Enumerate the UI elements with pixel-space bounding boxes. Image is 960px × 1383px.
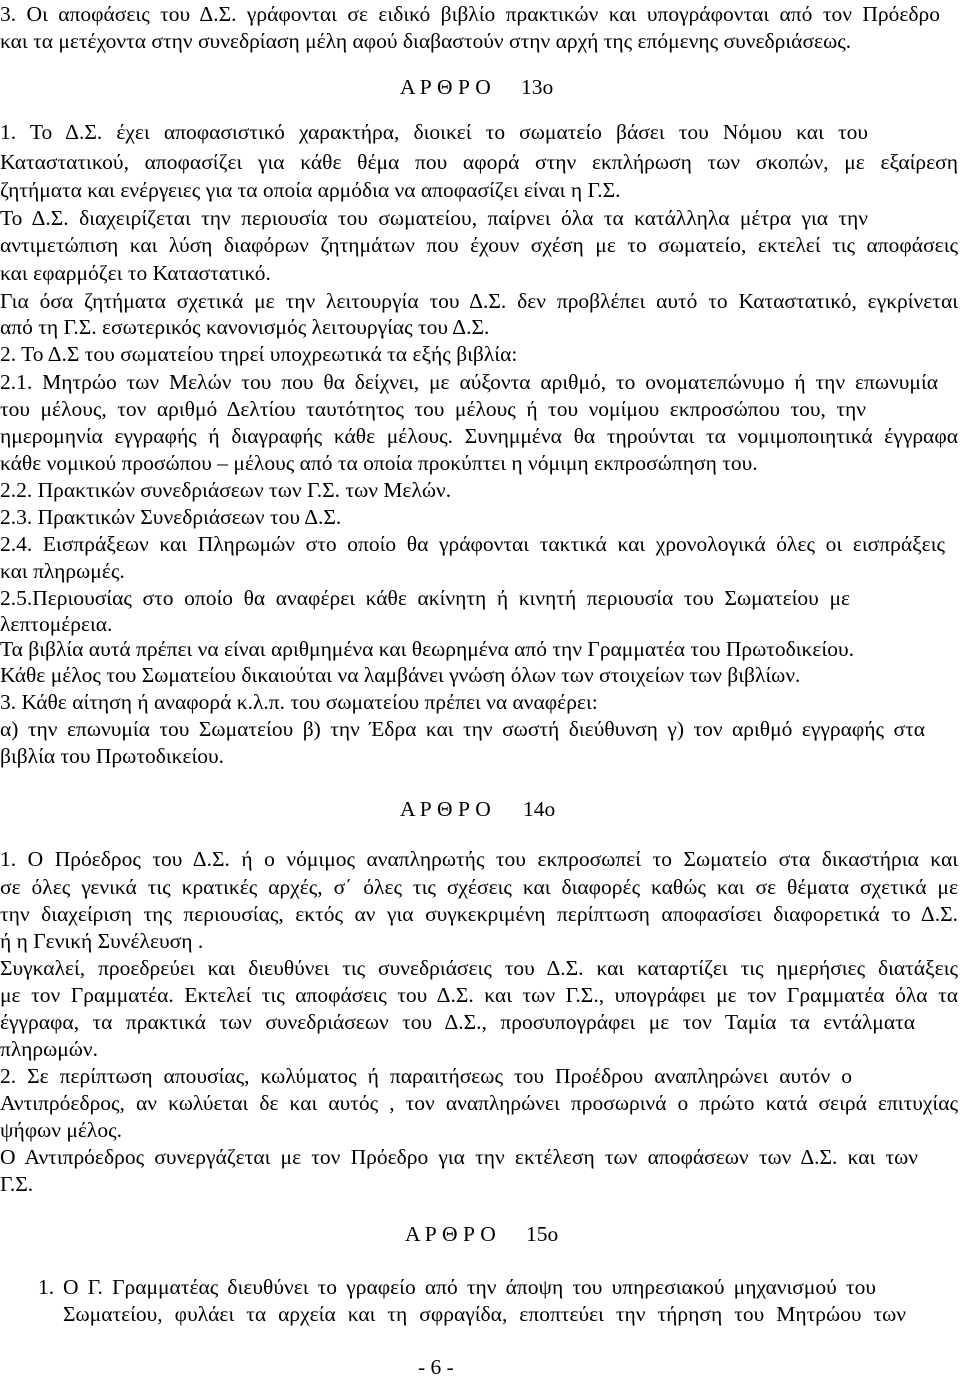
text-line: Συγκαλεί, προεδρεύει και διευθύνει τις συνεδριάσεις του Δ.Σ. και καταρτίζει τις ημερήσιες διατάξεις xyxy=(0,956,958,980)
article-heading-label: Α Ρ Θ Ρ Ο xyxy=(400,797,491,821)
text-line: Σωματείου, φυλάει τα αρχεία και τη σφραγίδα, εποπτεύει την τήρηση του Μητρώου των xyxy=(63,1302,906,1326)
article-heading-label: Α Ρ Θ Ρ Ο xyxy=(405,1222,496,1246)
text-line: αντιμετώπιση και λύση διαφόρων ζητημάτων που έχουν σχέση με το σωματείο, εκτελεί τις αποφάσεις xyxy=(0,233,958,257)
page-number: - 6 - xyxy=(418,1355,454,1379)
text-line: 2.5.Περιουσίας στο οποίο θα αναφέρει κάθε ακίνητη ή κινητή περιουσία του Σωματείου με xyxy=(0,586,850,610)
text-line: του μέλους, τον αριθμό Δελτίου ταυτότητος του μέλους ή του νομίμου εκπροσώπου του, την xyxy=(0,397,866,421)
text-line: Για όσα ζητήματα σχετικά με την λειτουργία του Δ.Σ. δεν προβλέπει αυτό το Καταστατικό, εγκρίνεται xyxy=(0,289,958,313)
text-line: Το Δ.Σ. διαχειρίζεται την περιουσία του σωματείου, παίρνει όλα τα κατάλληλα μέτρα για την xyxy=(0,206,868,230)
text-line: κάθε νομικού προσώπου – μέλους από τα οποία προκύπτει η νόμιμη εκπροσώπηση του. xyxy=(0,451,758,475)
article-number: 15ο xyxy=(526,1222,559,1246)
text-line: από τη Γ.Σ. εσωτερικός κανονισμός λειτουργίας του Δ.Σ. xyxy=(0,315,490,339)
text-line: και εφαρμόζει το Καταστατικό. xyxy=(0,261,271,285)
text-line: Αντιπρόεδρος, αν κωλύεται δε και αυτός , τον αναπληρώνει προσωρινά ο πρώτο κατά σειρά επιτυχίας xyxy=(0,1091,958,1115)
text-line: με τον Γραμματέα. Εκτελεί τις αποφάσεις του Δ.Σ. και των Γ.Σ., υπογράφει με τον Γραμματέα όλα τα xyxy=(0,983,958,1007)
text-line: ζητήματα και ενέργειες για τα οποία αρμόδια να αποφασίζει είναι η Γ.Σ. xyxy=(0,178,621,202)
text-line: έγγραφα, τα πρακτικά των συνεδριάσεων του Δ.Σ., προσυπογράφει με τον Ταμία τα εντάλματα xyxy=(0,1010,915,1034)
list-item-number: 1. xyxy=(38,1275,55,1299)
text-line: 2.1. Μητρώο των Μελών του που θα δείχνει, με αύξοντα αριθμό, το ονοματεπώνυμο ή την επωνυμία xyxy=(0,370,938,394)
text-line: και τα μετέχοντα στην συνεδρίαση μέλη αφού διαβαστούν στην αρχή της επόμενης συνεδριάσεως. xyxy=(0,29,852,53)
text-line: 1. Ο Πρόεδρος του Δ.Σ. ή ο νόμιμος αναπληρωτής του εκπροσωπεί το Σωματείο στα δικαστήρια και xyxy=(0,847,958,871)
text-line: ημερομηνία εγγραφής ή διαγραφής κάθε μέλους. Συνημμένα θα τηρούνται τα νομιμοποιητικά έγγραφα xyxy=(0,424,958,448)
text-line: λεπτομέρεια. xyxy=(0,612,113,636)
text-line: Ο Γ. Γραμματέας διευθύνει το γραφείο από την άποψη του υπηρεσιακού μηχανισμού του xyxy=(63,1275,876,1299)
text-line: 2.4. Εισπράξεων και Πληρωμών στο οποίο θα γράφονται τακτικά και χρονολογικά όλες οι εισπράξεις xyxy=(0,532,945,556)
text-line: Καταστατικού, αποφασίζει για κάθε θέμα που αφορά στην εκπλήρωση των σκοπών, με εξαίρεση xyxy=(0,150,958,174)
text-line: βιβλία του Πρωτοδικείου. xyxy=(0,744,225,768)
text-line: ψήφων μέλος. xyxy=(0,1118,122,1142)
text-line: πληρωμών. xyxy=(0,1037,98,1061)
text-line: 1. Το Δ.Σ. έχει αποφασιστικό χαρακτήρα, διοικεί το σωματείο βάσει του Νόμου και του xyxy=(0,120,868,144)
text-line: την διαχείριση της περιουσίας, εκτός αν για συγκεκριμένη περίπτωση αποφασίσει διαφορετικά το Δ.Σ. xyxy=(0,902,958,926)
text-line: Κάθε μέλος του Σωματείου δικαιούται να λαμβάνει γνώση όλων των στοιχείων των βιβλίων. xyxy=(0,663,801,687)
text-line: σε όλες γενικά τις κρατικές αρχές, σ΄ όλες τις σχέσεις και διαφορές καθώς και σε θέματα σχετικά με xyxy=(0,875,958,899)
text-line: 2.2. Πρακτικών συνεδριάσεων των Γ.Σ. των Μελών. xyxy=(0,478,452,502)
text-line: και πληρωμές. xyxy=(0,559,125,583)
text-line: Ο Αντιπρόεδρος συνεργάζεται με τον Πρόεδρο για την εκτέλεση των αποφάσεων των Δ.Σ. και των xyxy=(0,1145,918,1169)
article-number: 13ο xyxy=(521,75,554,99)
article-number: 14ο xyxy=(523,797,556,821)
text-line: 2.3. Πρακτικών Συνεδριάσεων του Δ.Σ. xyxy=(0,505,342,529)
text-line: 2. Το Δ.Σ του σωματείου τηρεί υποχρεωτικά τα εξής βιβλία: xyxy=(0,342,518,366)
article-heading-label: Α Ρ Θ Ρ Ο xyxy=(400,75,491,99)
text-line: α) την επωνυμία του Σωματείου β) την Έδρα και την σωστή διεύθυνση γ) τον αριθμό εγγραφής στα xyxy=(0,717,925,741)
text-line: 2. Σε περίπτωση απουσίας, κωλύματος ή παραιτήσεως του Προέδρου αναπληρώνει αυτόν ο xyxy=(0,1064,852,1088)
text-line: 3. Οι αποφάσεις του Δ.Σ. γράφονται σε ειδικό βιβλίο πρακτικών και υπογράφονται από τον Πρόεδρο xyxy=(0,2,940,26)
text-line: 3. Κάθε αίτηση ή αναφορά κ.λ.π. του σωματείου πρέπει να αναφέρει: xyxy=(0,690,598,714)
text-line: Τα βιβλία αυτά πρέπει να είναι αριθμημένα και θεωρημένα από την Γραμματέα του Πρωτοδικείου. xyxy=(0,637,854,661)
text-line: Γ.Σ. xyxy=(0,1172,34,1196)
text-line: ή η Γενική Συνέλευση . xyxy=(0,929,204,953)
